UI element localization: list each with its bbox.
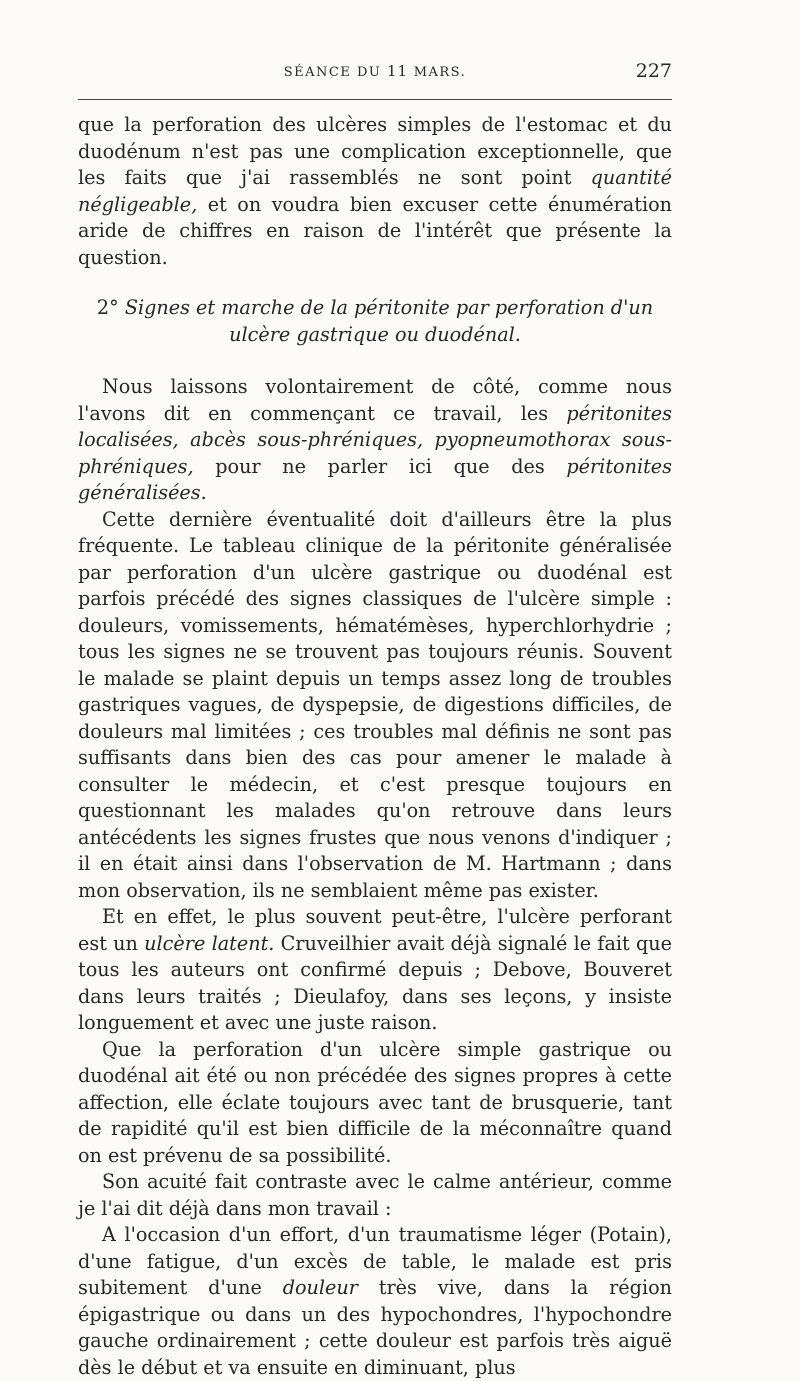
body-text — [78, 112, 672, 1381]
paragraph-text: et on voudra bien excuser cette énumération aride de chiffres en raison de l'intérêt que présente la question. — [78, 192, 672, 269]
section-heading — [78, 295, 672, 348]
emphasis-text: ulcère latent. — [144, 931, 275, 955]
running-title-prefix: SÉANCE DU — [283, 65, 387, 80]
section-title: Signes et marche de la péritonite par perforation d'un ulcère gastrique ou duodénal. — [118, 296, 654, 346]
running-title-month: MARS. — [408, 65, 467, 80]
paragraph-text: pour ne parler ici que des — [193, 454, 567, 478]
paragraph — [78, 1222, 672, 1381]
page-number: 227 — [635, 60, 672, 82]
running-title — [78, 62, 672, 80]
paragraph-continued — [78, 112, 672, 271]
section-number: 2° — [96, 296, 119, 319]
emphasis-text: douleur — [282, 1276, 358, 1299]
paragraph-text: Nous laissons volontairement de côté, comme nous l'avons dit en commençant ce travail, les — [78, 375, 672, 425]
paragraph: Son acuité fait contraste avec le calme antérieur, comme je l'ai dit déjà dans mon travail : — [78, 1170, 672, 1220]
emphasis-text: quantité négligeable, — [78, 166, 672, 216]
paragraph-text: que la perforation des ulcères simples de l'estomac et du duodénum n'est pas une complication exceptionnelle, que les faits que j'ai rassemblés ne sont point — [78, 113, 672, 189]
paragraph: Cette dernière éventualité doit d'ailleurs être la plus fréquente. Le tableau clinique de la péritonite généralisée par perforation d'un ulcère gastrique ou duodénal est parfois précédé des signes classiques de l'ulcère simple : douleurs, vomissements, hématémèses, hyperchlorhydrie ; tous les signes ne se trouvent pas toujours réunis. Souvent le malade se plaint depuis un temps assez long de troubles gastriques vagues, de dyspepsie, de digestions difficiles, de douleurs mal limitées ; ces troubles mal définis ne sont pas suffisants dans bien des cas pour amener le malade à consulter le médecin, et c'est presque toujours en questionnant les malades qu'on retrouve dans leurs antécédents les signes frustes que nous venons d'indiquer ; il en était ainsi dans l'observation de M. Hartmann ; dans mon observation, ils ne semblaient même pas exister. — [78, 507, 672, 902]
paragraph: Que la perforation d'un ulcère simple gastrique ou duodénal ait été ou non précédée des signes propres à cette affection, elle éclate toujours avec tant de brusquerie, tant de rapidité qu'il est bien difficile de la méconnaître quand on est prévenu de sa possibilité. — [78, 1037, 672, 1167]
page-header — [78, 62, 672, 84]
paragraph-text: . — [200, 481, 207, 504]
running-title-day: 11 — [386, 62, 409, 80]
header-rule — [78, 99, 672, 100]
paragraph — [78, 904, 672, 1037]
paragraph-text: A l'occasion d'un effort, d'un traumatisme léger (Potain), d'une fatigue, d'un excès de table, le malade est pris subitement d'une — [78, 1223, 672, 1299]
paragraph-text: très vive, dans la région épigastrique ou dans un des hypochondres, l'hypochondre gauche ordinairement ; cette douleur est parfois très aiguë dès le début et va ensuite en diminuant, plus — [78, 1276, 672, 1379]
emphasis-text: péritonites localisées, abcès sous-phréniques, pyopneumothorax sous-phréniques, — [78, 401, 672, 478]
paragraph-text: Cruveilhier avait déjà signalé le fait que tous les auteurs ont confirmé depuis ; Debove, Bouveret dans leurs traités ; Dieulafoy, dans ses leçons, y insiste longuement et avec une juste raison. — [78, 931, 672, 1034]
paragraph — [78, 374, 672, 507]
emphasis-text: péritonites généralisées — [78, 454, 672, 504]
paragraph-text: Et en effet, le plus souvent peut-être, l'ulcère perforant est un — [78, 905, 672, 955]
